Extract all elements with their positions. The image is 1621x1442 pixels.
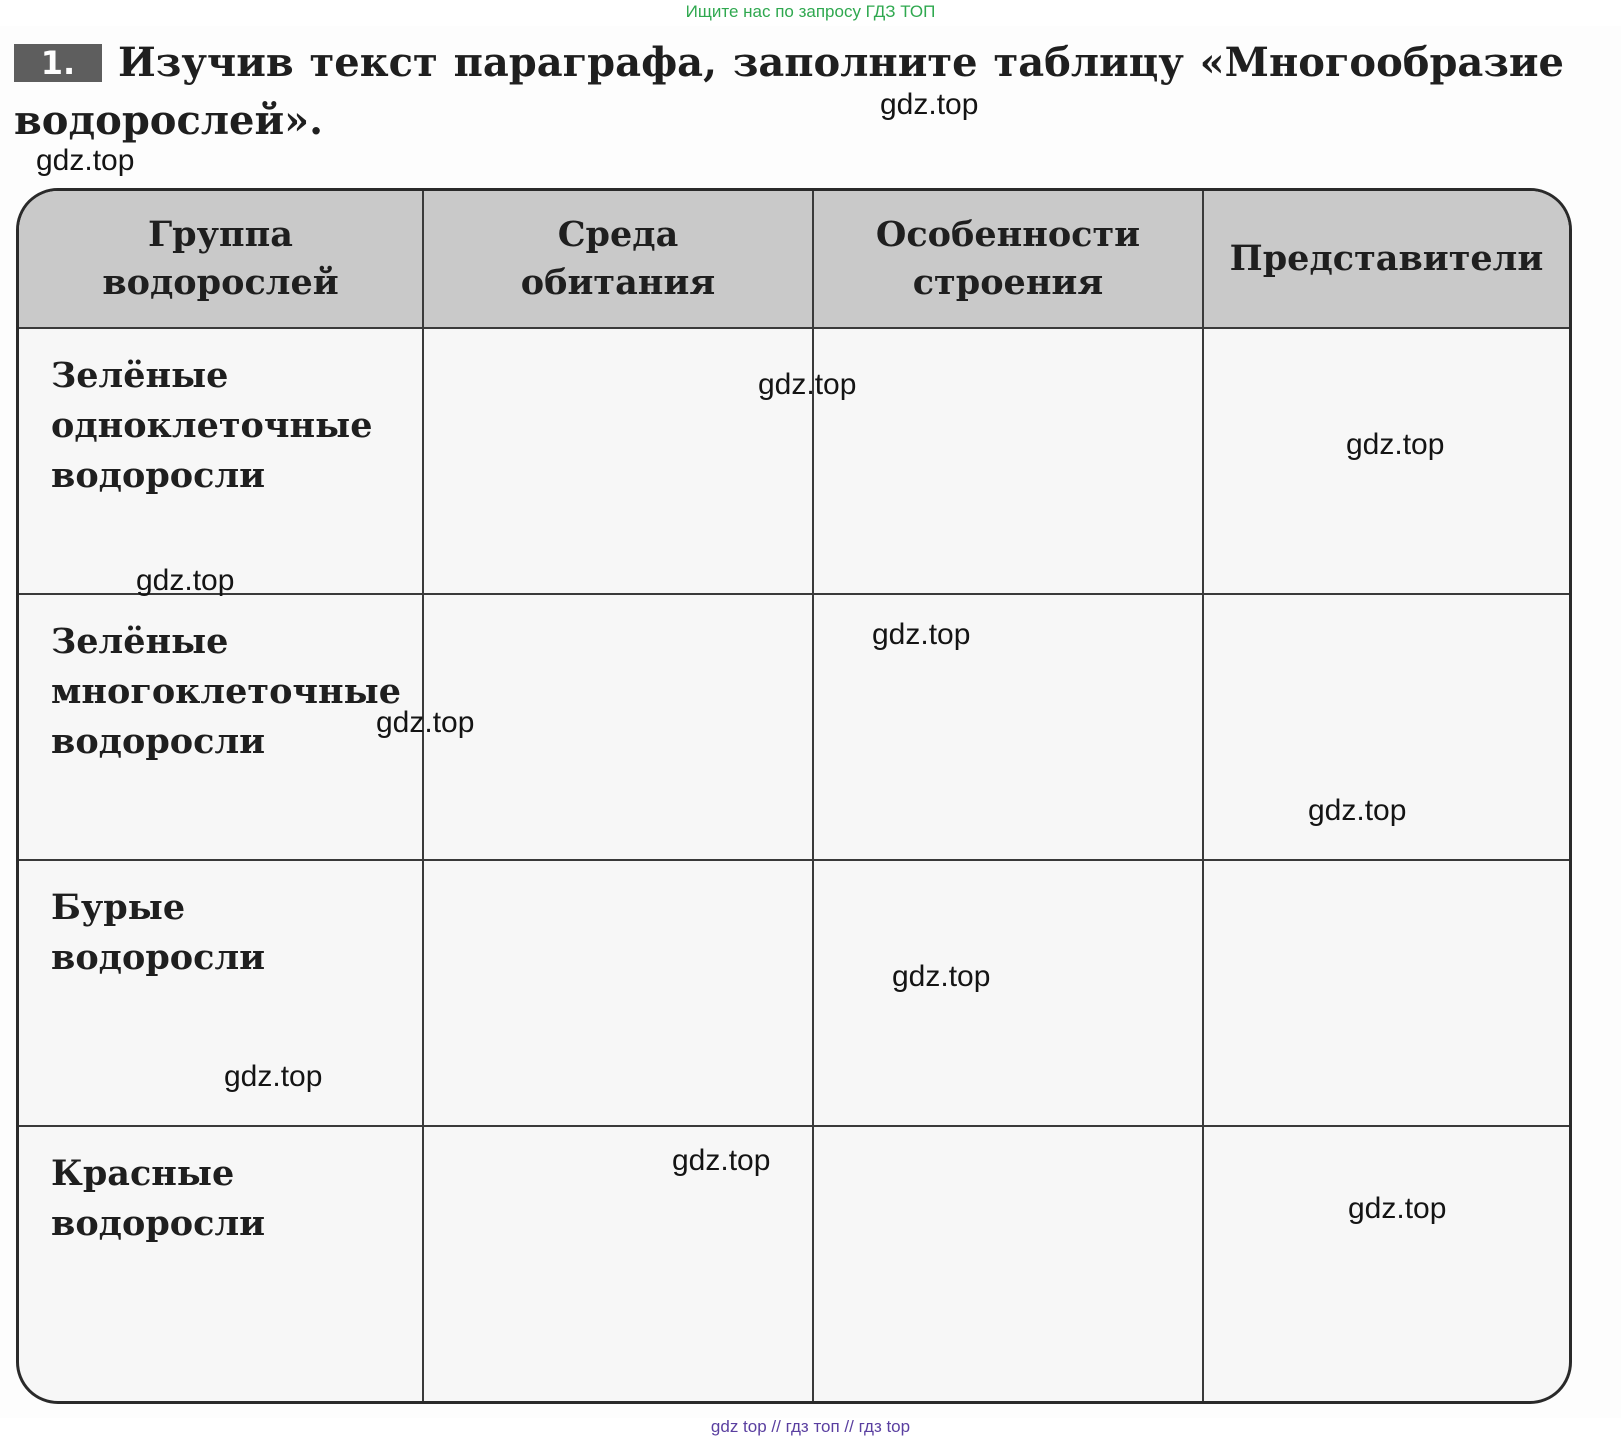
watermark-1: gdz.top xyxy=(880,88,979,121)
row-group-name: Зелёные многоклеточные водоросли xyxy=(19,594,423,860)
habitat-cell[interactable] xyxy=(423,860,813,1126)
footer-links: gdz top // гдз топ // гдз top xyxy=(710,1417,911,1436)
watermark-11: gdz.top xyxy=(672,1144,771,1177)
structure-cell[interactable] xyxy=(813,860,1203,1126)
watermark-10: gdz.top xyxy=(224,1060,323,1093)
row-group-name: Бурые водоросли xyxy=(19,860,423,1126)
watermark-6: gdz.top xyxy=(872,618,971,651)
watermark-12: gdz.top xyxy=(1348,1192,1447,1225)
table-row xyxy=(19,1126,1569,1401)
habitat-cell[interactable] xyxy=(423,594,813,860)
watermark-8: gdz.top xyxy=(1308,794,1407,827)
watermark-7: gdz.top xyxy=(376,706,475,739)
watermark-2: gdz.top xyxy=(36,144,135,177)
representatives-cell[interactable] xyxy=(1203,860,1569,1126)
structure-cell[interactable] xyxy=(813,1126,1203,1401)
task-instruction: Изучив текст параграфа, заполните таблицу «Многообразие водорослей». xyxy=(14,39,1564,144)
habitat-cell[interactable] xyxy=(423,328,813,594)
search-banner: Ищите нас по запросу ГДЗ ТОП xyxy=(685,2,936,21)
row-group-name: Красные водоросли xyxy=(19,1126,423,1401)
watermark-4: gdz.top xyxy=(1346,428,1445,461)
table-header-row xyxy=(19,191,1569,328)
task-number-badge: 1. xyxy=(14,44,102,82)
representatives-cell[interactable] xyxy=(1203,1126,1569,1401)
structure-cell[interactable] xyxy=(813,328,1203,594)
task-text xyxy=(14,34,1564,150)
header-structure: Особенности строения xyxy=(813,191,1203,328)
watermark-3: gdz.top xyxy=(758,368,857,401)
row-group-name: Зелёные одноклеточные водоросли xyxy=(19,328,423,594)
header-habitat: Среда обитания xyxy=(423,191,813,328)
watermark-5: gdz.top xyxy=(136,564,235,597)
header-representatives: Представители xyxy=(1203,191,1569,328)
watermark-9: gdz.top xyxy=(892,960,991,993)
header-group: Группа водорослей xyxy=(19,191,423,328)
